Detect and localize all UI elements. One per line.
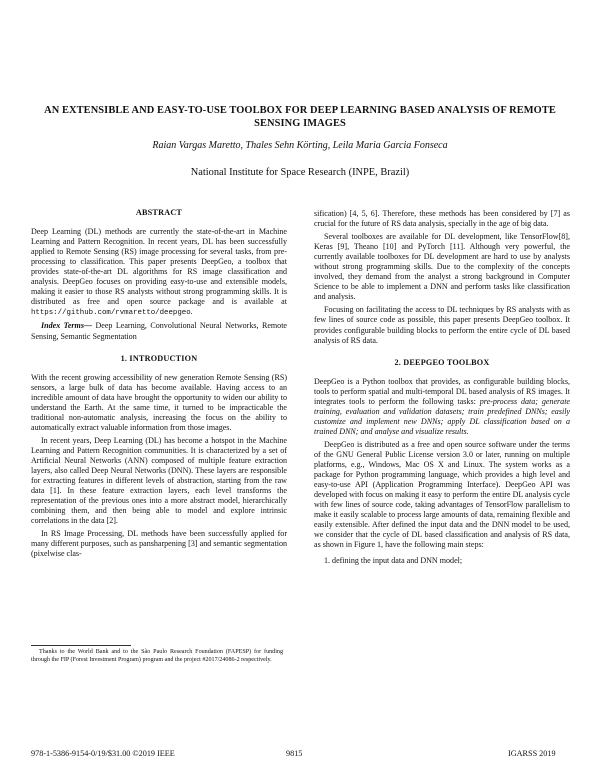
author-list: Raian Vargas Maretto, Thales Sehn Körting, Leila Maria Garcia Fonseca	[152, 140, 448, 151]
footnote-divider	[31, 645, 131, 646]
index-terms-label: Index Terms—	[41, 321, 92, 331]
abstract-text: Deep Learning (DL) methods are currently the state-of-the-art in Machine Learning and Pattern Recognition. In recent years, DL has been successfully applied to Remote Sensing (RS) image processing for several tasks, from pre-processing to classification. This paper presents DeepGeo, a toolbox that provides state-of-the-art DL algorithms for RS image classification and analysis. DeepGeo focuses on providing easy-to-use and extensible models, making it easier to those RS analysts without strong programming skills. It is distributed as free and open source package and is available at https://github.com/rvmaretto/deepgeo.	[31, 227, 287, 318]
toolbox-paragraph-2: DeepGeo is distributed as a free and open source software under the terms of the GNU General Public License version 3.0 or later, running on multiple platforms, e.g., Windows, Mac OS X and Linux. The system works as a package for Python programming language, which provides a high level and easy-to-use API (Application Programming Interface). DeepGeo API was developed with focus on making it easy to perform the entire DL analysis cycle with few lines of source code, taking advantages of TensorFlow parallelism to make it easily scalable to process large amounts of data, remaining flexible and easily extensible. After defined the input data and the DNN model to be used, we consider that the cycle of DL based classification and analysis of RS data, as shown in Figure 1, have the following main steps:	[314, 439, 570, 550]
list-item: 1. defining the input data and DNN model;	[324, 556, 463, 566]
index-terms: Index Terms— Deep Learning, Convolutional Neural Networks, Remote Sensing, Semantic Segmentation	[31, 321, 287, 341]
left-column	[31, 208, 287, 562]
introduction-heading: 1. INTRODUCTION	[120, 353, 198, 363]
right-column	[314, 209, 570, 567]
intro-paragraph-3: In RS Image Processing, DL methods have been successfully applied for many different purposes, such as pansharpening [3] and semantic segmentation (pixelwise clas-	[31, 529, 287, 559]
intro-paragraph-1: With the recent growing accessibility of new generation Remote Sensing (RS) sensors, a large bulk of data has become available. Having access to an incredible amount of data have brought the opportunity to widen our ability to understand the Earth. At the same time, it turned to be impracticable the traditional non-automatic analysis, increasing the focus on the ability to automatically extract valuable information from those images.	[31, 372, 287, 432]
funding-footnote: Thanks to the World Bank and to the São Paulo Research Foundation (FAPESP) for funding through the FIP (Forest Investment Program) program and the project #2017/24086-2 respectively.	[31, 649, 283, 663]
steps-list	[314, 556, 570, 566]
paper-title: AN EXTENSIBLE AND EASY-TO-USE TOOLBOX FOR DEEP LEARNING BASED ANALYSIS OF REMOTE SENSING IMAGES	[44, 105, 556, 129]
copyright-line: 978-1-5386-9154-0/19/$31.00 ©2019 IEEE	[31, 749, 175, 758]
affiliation: National Institute for Space Research (INPE, Brazil)	[190, 167, 410, 178]
page-number: 9815	[286, 749, 303, 758]
toolbox-heading: 2. DEEPGEO TOOLBOX	[394, 357, 490, 367]
intro-paragraph-2: In recent years, Deep Learning (DL) has become a hotspot in the Machine Learning and Pattern Recognition communities. It is characterized by a set of Artificial Neural Networks (ANN) composed of multiple feature extraction layers, also called Deep Neural Networks (DNN). These layers are responsible for extracting features in different levels of abstraction, starting from the raw data [1]. In these feature extraction layers, each level transforms the representation of the previous ones into a more abstract model, hierarchically combining them, and then being able to model and explore intrinsic correlations in the data [2].	[31, 435, 287, 526]
conference-name: IGARSS 2019	[508, 749, 556, 758]
abstract-heading: ABSTRACT	[135, 208, 183, 217]
toolbox-paragraph-1: DeepGeo is a Python toolbox that provides, as configurable building blocks, tools to perform spatial and multi-temporal DL based analysis of RS images. It integrates tools to perform the following tasks: pre-process data; generate training, evaluation and validation datasets; train predefined DNNs; easily customize and implement new DNNs; apply DL classification based on a trained DNN; and analyse and visualize results.	[314, 376, 571, 436]
right-paragraph-1: sification) [4, 5, 6]. Therefore, these methods has been considered by [7] as crucial for the future of RS data analysis, specially in the age of big data.	[314, 209, 570, 229]
right-paragraph-3: Focusing on facilitating the access to DL techniques by RS analysts with as few lines of source code as possible, this paper presents DeepGeo toolbox. It provides configurable building blocks to perform the entire cycle of DL based analysis of RS data.	[314, 305, 570, 345]
repository-link[interactable]: https://github.com/rvmaretto/deepgeo	[31, 309, 191, 318]
right-paragraph-2: Several toolboxes are available for DL development, like TensorFlow[8], Keras [9], Theano [10] and PyTorch [11]. Although very powerful, the currently available toolboxes for DL development are hard to use by analysts without strong programming skills. Due to the complexity of the concepts involved, they demand from the analyst a strong background in Computer Science to be able to implement a DNN and perform tasks like classification and analysis.	[314, 232, 570, 302]
